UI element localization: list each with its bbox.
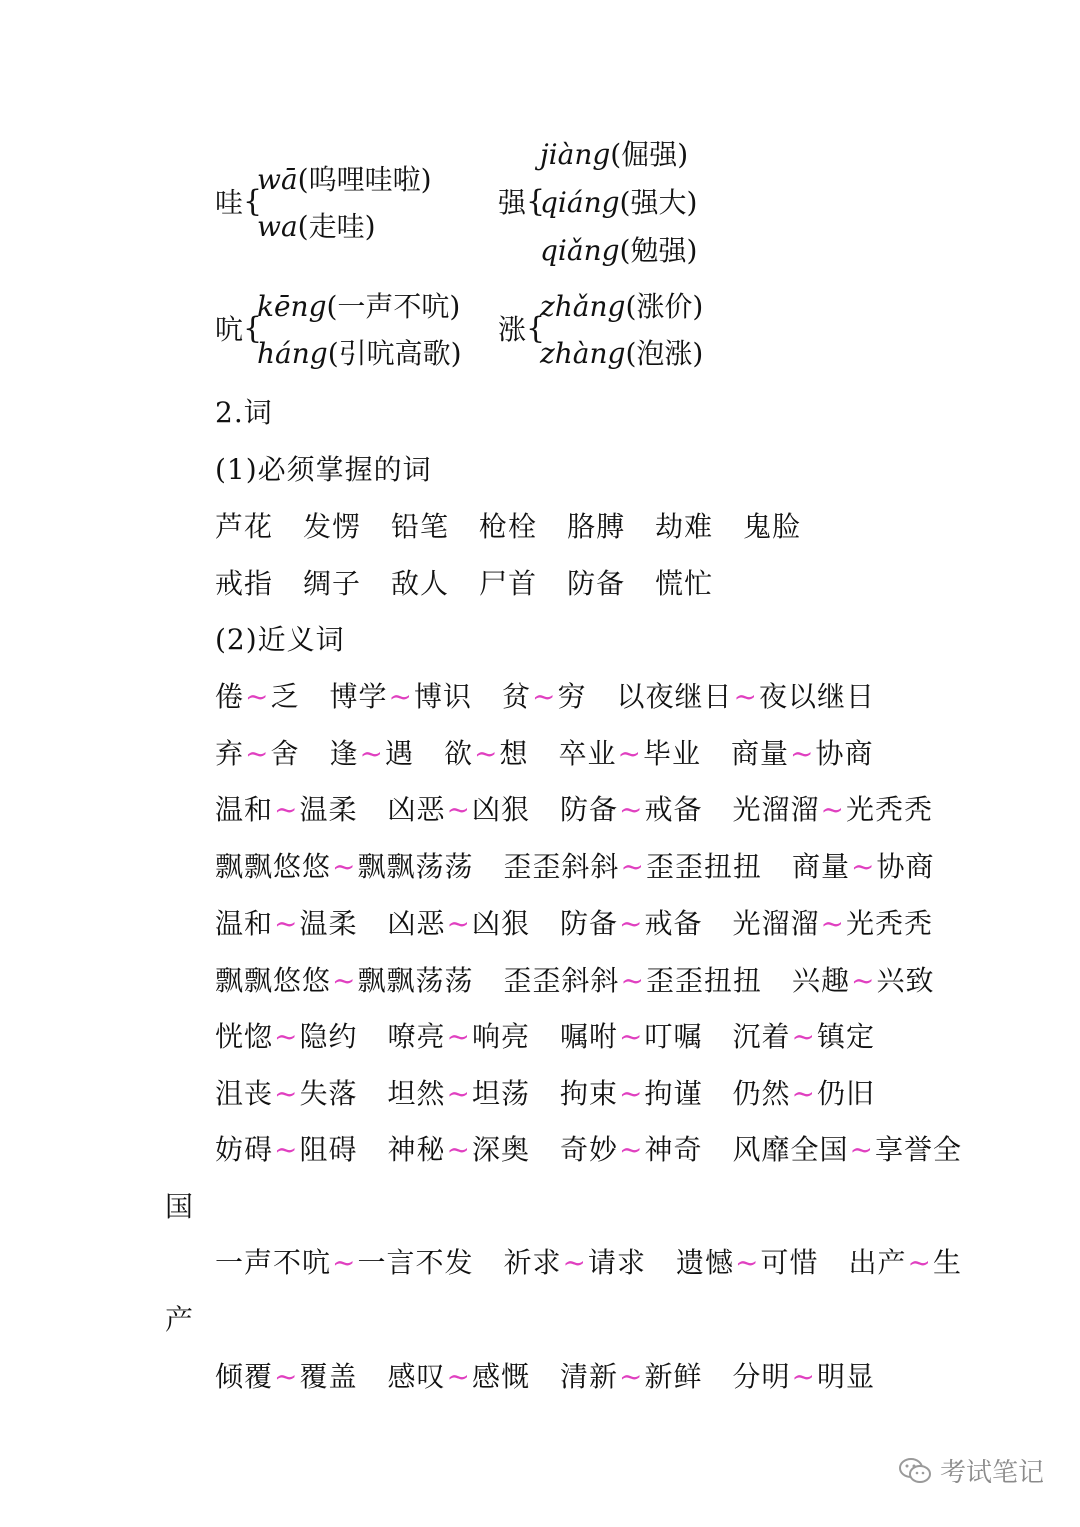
- synonym-pair: 温和~温柔: [215, 906, 358, 940]
- synonym-pair: 歪歪斜斜~歪歪扭扭: [503, 963, 762, 997]
- synonym-row: [215, 1357, 905, 1397]
- synonym-row: [215, 961, 965, 1001]
- word: 铅笔: [391, 510, 450, 543]
- word: 敌人: [391, 567, 450, 600]
- polyphone-char-keng: 吭: [215, 313, 244, 346]
- synonym-pair: 飘飘悠悠~飘飘荡荡: [215, 850, 474, 884]
- pinyin-reading: qiáng(强大): [540, 186, 698, 219]
- synonym-pair: 恍惚~隐约: [215, 1020, 358, 1054]
- brace: {: [526, 184, 546, 219]
- section-title: 2.词: [215, 396, 273, 429]
- word: 尸首: [479, 567, 538, 600]
- synonym-pair: 防备~戒备: [560, 793, 703, 827]
- synonym-pair: 沉着~镇定: [732, 1020, 875, 1054]
- subsection-title-synonyms: (2)近义词: [215, 623, 345, 656]
- synonym-pair: 光溜溜~光秃秃: [732, 793, 933, 827]
- pinyin-reading: háng(引吭高歌): [257, 337, 462, 370]
- word: 鬼脸: [743, 510, 802, 543]
- synonym-pair: 飘飘悠悠~飘飘荡荡: [215, 963, 474, 997]
- synonym-pair: 嘹亮~响亮: [387, 1020, 530, 1054]
- synonym-pair: 防备~戒备: [560, 906, 703, 940]
- watermark-text: 考试笔记: [939, 1458, 1044, 1488]
- synonym-pair: 奇妙~神奇: [560, 1133, 703, 1166]
- pinyin-reading: jiàng(倔强): [540, 138, 689, 171]
- word: 慌忙: [655, 567, 714, 600]
- synonym-pair: 祈求~请求: [503, 1246, 646, 1279]
- word: 胳膊: [567, 510, 626, 543]
- pinyin-reading: zhàng(泡涨): [540, 337, 704, 370]
- synonym-pair: 商量~协商: [792, 850, 935, 884]
- synonym-row: [215, 1243, 962, 1283]
- synonym-row-wrap: 国: [165, 1190, 195, 1223]
- word: 芦花: [215, 510, 274, 543]
- synonym-row: [215, 847, 965, 887]
- synonym-pair: 倾覆~覆盖: [215, 1360, 358, 1393]
- synonym-pair: 拘束~拘谨: [560, 1076, 703, 1110]
- watermark: [898, 1452, 1044, 1489]
- wechat-icon: [898, 1456, 932, 1486]
- pinyin-reading: kēng(一声不吭): [257, 290, 461, 323]
- pinyin-reading: qiǎng(勉强): [540, 234, 698, 267]
- synonym-row-wrap: 产: [165, 1303, 195, 1336]
- synonym-pair: 兴趣~兴致: [792, 963, 935, 997]
- polyphone-char-zhang: 涨: [498, 313, 527, 346]
- pinyin-reading: zhǎng(涨价): [540, 290, 704, 323]
- synonym-pair: 神秘~深奥: [387, 1133, 530, 1166]
- synonym-pair: 倦~乏: [215, 680, 300, 713]
- synonym-pair: 一声不吭~一言不发: [215, 1246, 474, 1279]
- subsection-title-must: (1)必须掌握的词: [215, 453, 432, 486]
- polyphone-char-wa: 哇: [215, 186, 244, 219]
- synonym-pair: 清新~新鲜: [560, 1360, 703, 1393]
- synonym-pair: 妨碍~阻碍: [215, 1133, 358, 1166]
- synonym-pair: 沮丧~失落: [215, 1076, 358, 1110]
- synonym-row: [215, 1130, 962, 1170]
- synonym-pair: 歪歪斜斜~歪歪扭扭: [503, 850, 762, 884]
- synonym-pair: 卒业~毕业: [558, 736, 701, 770]
- word: 枪栓: [479, 510, 538, 543]
- synonym-pair: 凶恶~凶狠: [387, 793, 530, 827]
- word-row: [215, 507, 831, 547]
- synonym-pair: 分明~明显: [732, 1360, 875, 1393]
- pinyin-reading: wā(呜哩哇啦): [257, 163, 432, 196]
- synonym-pair: 遗憾~可惜: [676, 1246, 819, 1279]
- pinyin-reading: wa(走哇): [257, 210, 376, 243]
- synonym-row: [215, 1017, 905, 1057]
- synonym-pair: 温和~温柔: [215, 793, 358, 827]
- synonym-row: [215, 734, 904, 774]
- synonym-row: [215, 904, 963, 944]
- synonym-row: [215, 677, 905, 717]
- word: 劫难: [655, 510, 714, 543]
- synonym-pair: 光溜溜~光秃秃: [732, 906, 933, 940]
- synonym-pair: 博学~博识: [329, 680, 472, 713]
- synonym-pair: 仍然~仍旧: [732, 1076, 875, 1110]
- brace: {: [243, 184, 263, 219]
- synonym-pair: 弃~舍: [215, 736, 300, 770]
- brace: {: [243, 311, 263, 346]
- word: 发愣: [303, 510, 362, 543]
- synonym-pair: 贫~穷: [502, 680, 587, 713]
- synonym-pair: 商量~协商: [731, 736, 874, 770]
- synonym-pair: 凶恶~凶狠: [387, 906, 530, 940]
- word: 防备: [567, 567, 626, 600]
- synonym-pair: 以夜继日~夜以继日: [616, 680, 875, 713]
- synonym-pair: 出产~生: [848, 1246, 962, 1279]
- brace: {: [526, 311, 546, 346]
- synonym-pair: 欲~想: [444, 736, 529, 770]
- synonym-row: [215, 1074, 905, 1114]
- synonym-pair: 坦然~坦荡: [387, 1076, 530, 1110]
- word: 戒指: [215, 567, 274, 600]
- word: 绸子: [303, 567, 362, 600]
- synonym-pair: 逢~遇: [329, 736, 414, 770]
- synonym-pair: 风靡全国~享誉全: [732, 1133, 962, 1166]
- synonym-pair: 嘱咐~叮嘱: [560, 1020, 703, 1054]
- word-row: [215, 564, 743, 604]
- synonym-row: [215, 790, 963, 830]
- polyphone-char-qiang: 强: [498, 186, 527, 219]
- synonym-pair: 感叹~感慨: [387, 1360, 530, 1393]
